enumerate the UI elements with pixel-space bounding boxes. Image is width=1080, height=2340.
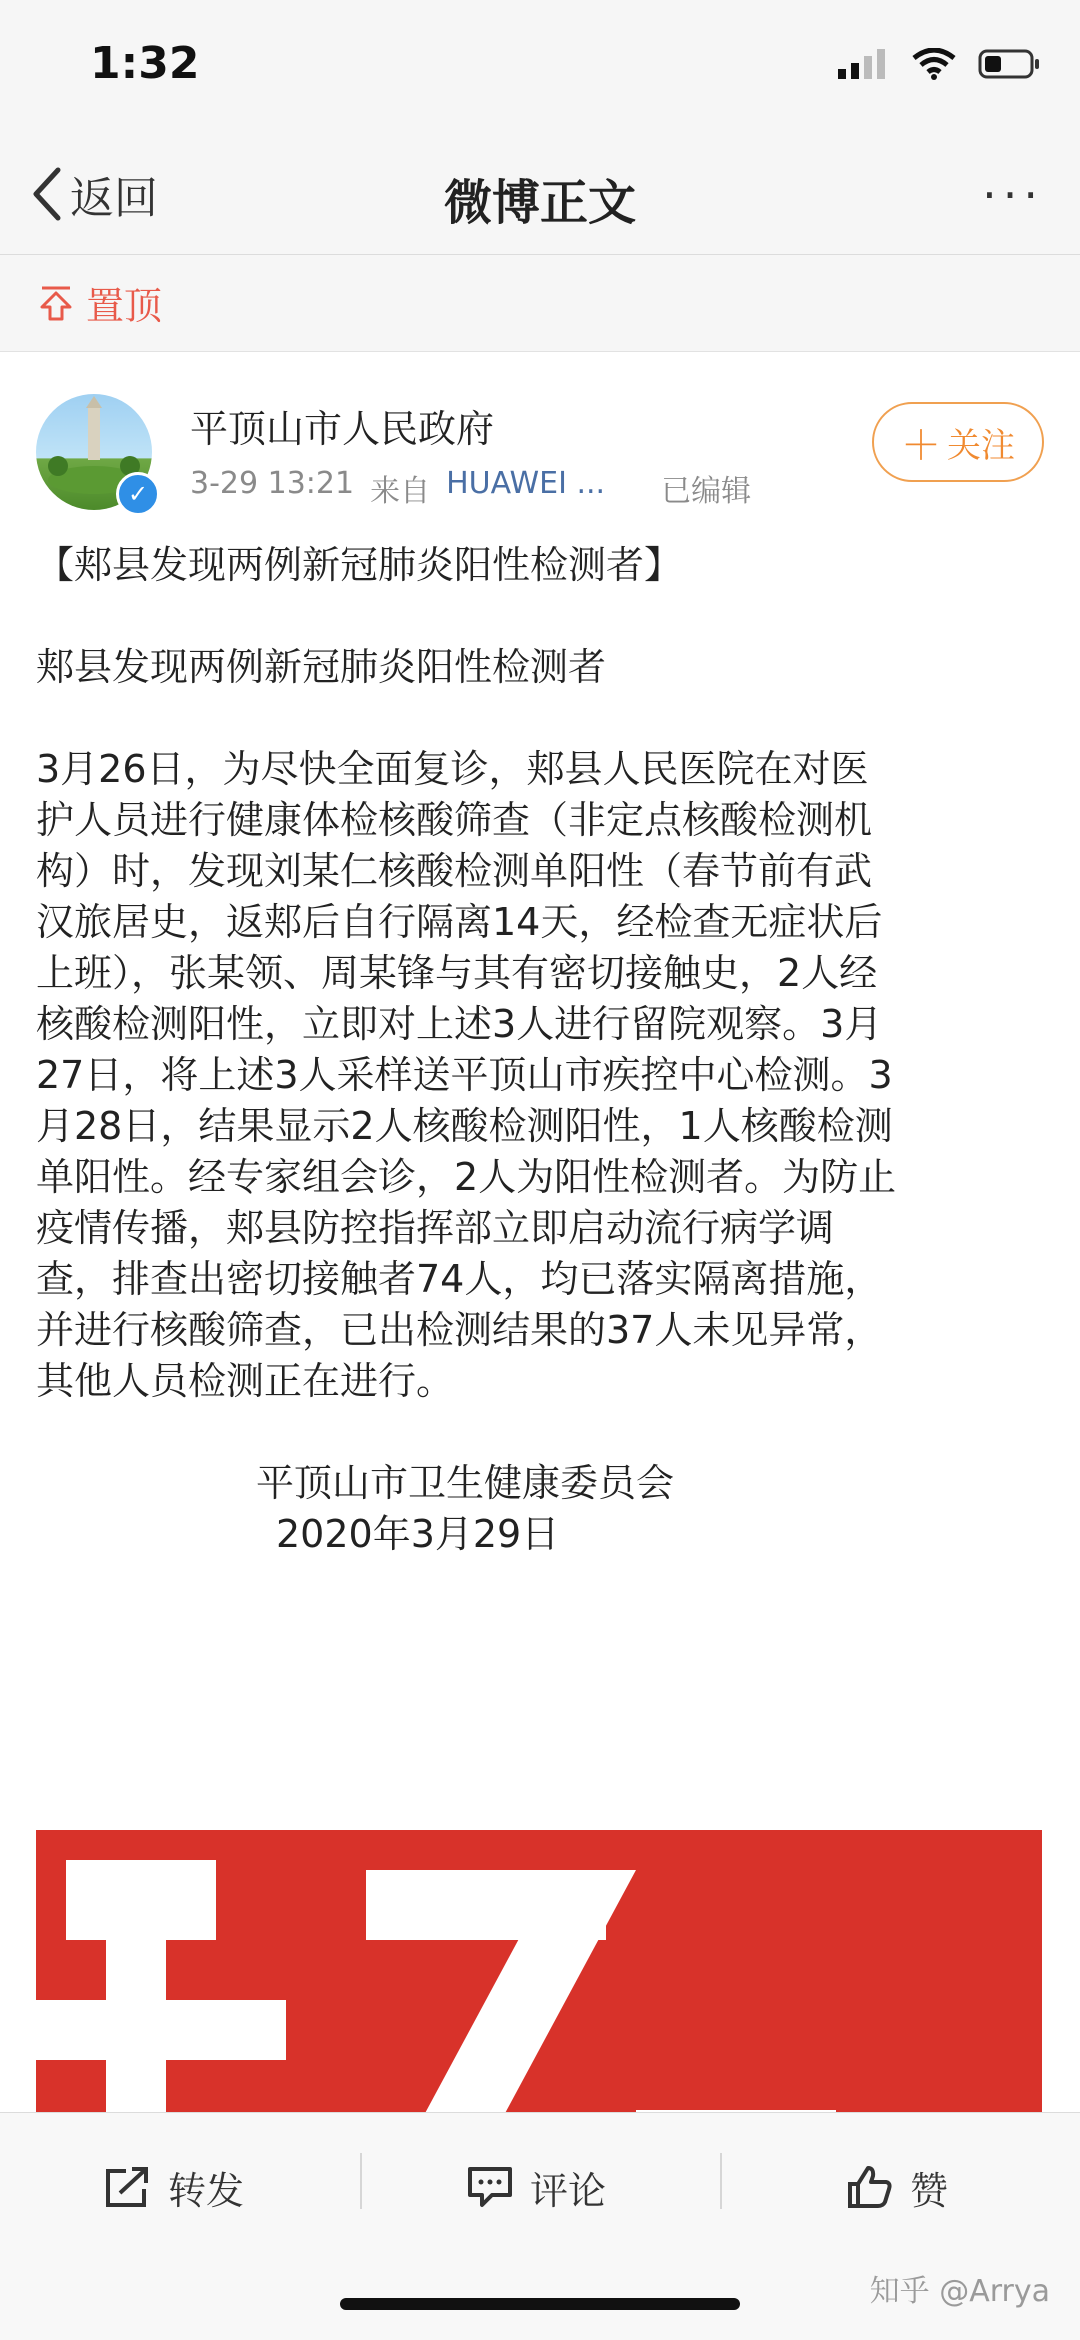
author-name[interactable]: 平顶山市人民政府	[190, 407, 495, 451]
like-button[interactable]	[846, 2145, 948, 2229]
pin-top-icon	[36, 283, 76, 323]
status-bar	[0, 0, 1080, 140]
pinned-bar	[0, 255, 1080, 352]
pinned-label: 置顶	[86, 284, 163, 328]
toolbar-divider	[720, 2153, 722, 2209]
body-line: 核酸检测阳性，立即对上述3人进行留院观察。3月	[36, 1002, 883, 1046]
plus-icon: ＋	[901, 422, 941, 469]
post-header	[0, 352, 1080, 522]
body-line: 27日，将上述3人采样送平顶山市疾控中心检测。3	[36, 1053, 893, 1097]
repost-button[interactable]	[104, 2145, 244, 2229]
follow-label: 关注	[947, 425, 1015, 466]
body-line: 并进行核酸筛查，已出检测结果的37人未见异常，	[36, 1308, 883, 1352]
post-content	[36, 540, 1046, 1560]
body-line: 护人员进行健康体检核酸筛查（非定点核酸检测机	[36, 798, 873, 842]
post-image[interactable]	[36, 1830, 1042, 2130]
signal-icon	[838, 49, 890, 79]
body-line: 疫情传播，郏县防控指挥部立即启动流行病学调	[36, 1206, 835, 1250]
more-options-button[interactable]: ···	[982, 168, 1044, 222]
post-time: 3-29 13:21	[190, 466, 355, 501]
pinned-indicator	[36, 275, 162, 330]
body-line: 3月26日，为尽快全面复诊，郏县人民医院在对医	[36, 747, 869, 791]
thumbs-up-icon	[846, 2164, 894, 2210]
banner-graphic	[36, 1830, 1042, 2130]
like-label: 赞	[910, 2168, 949, 2213]
post-source[interactable]: HUAWEI ...	[446, 466, 606, 501]
comment-button[interactable]	[466, 2145, 606, 2229]
post-subtitle: 郏县发现两例新冠肺炎阳性检测者	[36, 645, 607, 689]
signature-org: 平顶山市卫生健康委员会	[256, 1461, 675, 1505]
body-line: 月28日，结果显示2人核酸检测阳性，1人核酸检测	[36, 1104, 893, 1148]
verified-icon: ✓	[116, 472, 160, 516]
body-line: 查，排查出密切接触者74人，均已落实隔离措施，	[36, 1257, 883, 1301]
edited-label[interactable]: 已编辑	[661, 474, 752, 509]
battery-icon	[978, 48, 1040, 80]
post-meta	[190, 466, 751, 510]
share-icon	[104, 2165, 152, 2209]
post-heading: 【郏县发现两例新冠肺炎阳性检测者】	[36, 543, 683, 587]
status-icons	[838, 48, 1040, 80]
back-label: 返回	[70, 173, 158, 224]
home-indicator[interactable]	[340, 2298, 740, 2310]
body-line: 构）时，发现刘某仁核酸检测单阳性（春节前有武	[36, 849, 873, 893]
page-title: 微博正文	[443, 175, 636, 231]
signature-date: 2020年3月29日	[276, 1512, 560, 1556]
repost-label: 转发	[168, 2168, 245, 2213]
body-line: 上班），张某领、周某锋与其有密切接触史，2人经	[36, 951, 878, 995]
chevron-left-icon	[30, 166, 64, 222]
watermark: 知乎 @Arrya	[869, 2274, 1050, 2309]
wifi-icon	[912, 48, 956, 80]
status-time: 1:32	[90, 38, 200, 89]
comment-icon	[466, 2165, 514, 2209]
back-button[interactable]	[30, 162, 158, 226]
body-line: 汉旅居史，返郏后自行隔离14天，经检查无症状后	[36, 900, 883, 944]
follow-button[interactable]	[872, 402, 1044, 482]
toolbar-divider	[360, 2153, 362, 2209]
comment-label: 评论	[530, 2168, 607, 2213]
body-line: 其他人员检测正在进行。	[36, 1359, 455, 1403]
body-line: 单阳性。经专家组会诊，2人为阳性检测者。为防止	[36, 1155, 897, 1199]
nav-bar	[0, 140, 1080, 255]
source-prefix: 来自	[370, 474, 431, 509]
